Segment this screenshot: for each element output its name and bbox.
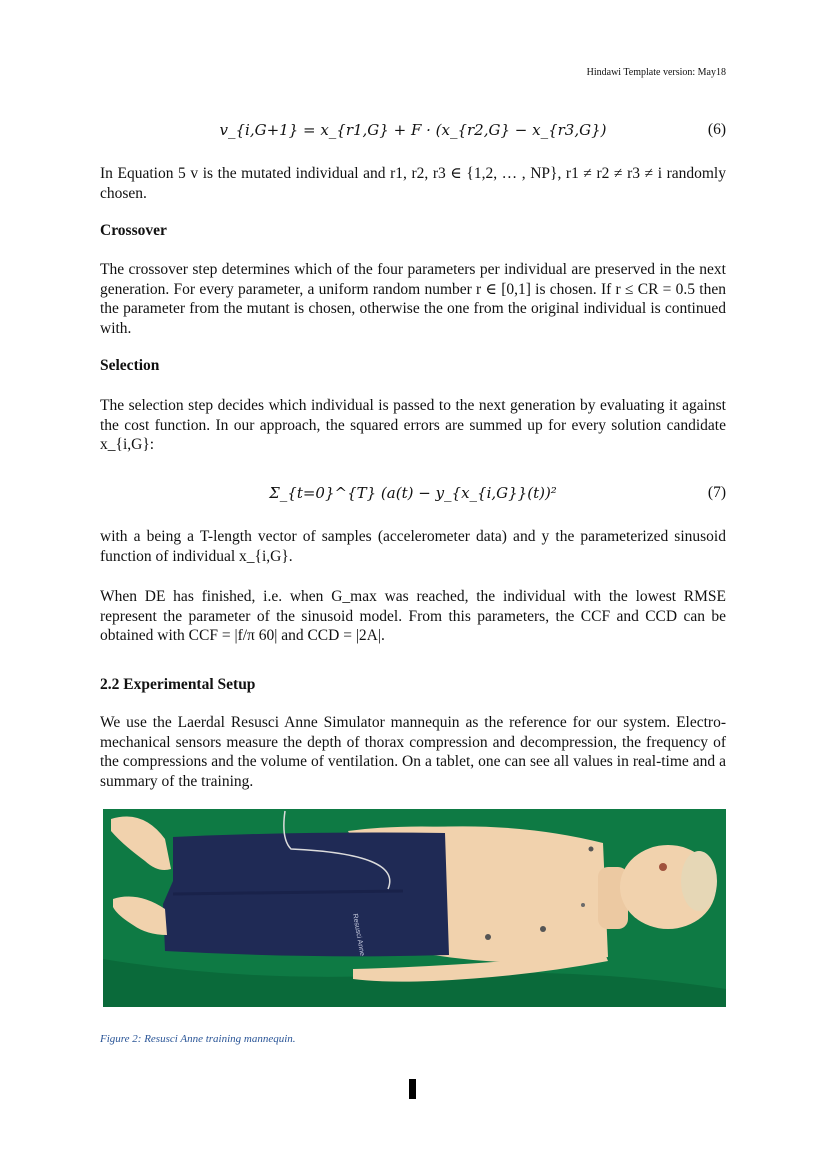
paragraph-selection: The selection step decides which individual is passed to the next generation by evaluating it against the cost function. In our approach, the squared errors are summed up for every solution candidate x_{i,G}: [100,397,726,453]
mannequin-photo [103,809,726,1007]
heading-experimental-setup: 2.2 Experimental Setup [100,676,256,693]
heading-selection: Selection [100,357,160,374]
chest-port [581,903,585,907]
hair [681,851,717,911]
mannequin-illustration [103,809,726,1007]
paragraph-with: with a being a T-length vector of samples (accelerometer data) and y the parameterized sinusoid function of individual x_{i,G}. [100,528,726,565]
chest-port [540,926,546,932]
equation-6-number: (6) [707,121,726,138]
page-marker [409,1079,416,1099]
chest-port [485,934,491,940]
chest-port [589,847,594,852]
mouth [659,863,667,871]
running-header: Hindawi Template version: May18 [586,67,726,78]
paragraph-de-finished: When DE has finished, i.e. when G_max was reached, the individual with the lowest RMSE represent the parameter of the sinusoid model. From this parameters, the CCF and CCD can be obtained with CCF = |f/π 60| and CCD = |2A|. [100,588,726,644]
figure-caption: Figure 2: Resusci Anne training mannequin. [100,1033,296,1045]
equation-7-number: (7) [707,484,726,501]
heading-crossover: Crossover [100,222,167,239]
pants-label: Resusci Anne [351,913,366,957]
paragraph-equation-5: In Equation 5 v is the mutated individual and r1, r2, r3 ∈ {1,2, … , NP}, r1 ≠ r2 ≠ r3 ≠ i randomly chosen. [100,165,726,202]
torso [433,826,608,962]
equation-6-text: v_{i,G+1} = x_{r1,G} + F · (x_{r2,G} − x_{r3,G}) [219,121,607,139]
equation-7-text: Σ_{t=0}^{T} (a(t) − y_{x_{i,G}}(t))² [269,484,557,502]
paragraph-crossover: The crossover step determines which of the four parameters per individual are preserved in the next generation. For every parameter, a uniform random number r ∈ [0,1] is chosen. If r ≤ CR = 0.5 then the parameter from the mutant is chosen, otherwise the one from the original individual is continued with. [100,261,726,337]
paragraph-experimental-setup: We use the Laerdal Resusci Anne Simulator mannequin as the reference for our system. Electro-mechanical sensors measure the depth of thorax compression and decompression, the frequency of the compressions and the volume of ventilation. On a tablet, one can see all values in real-time and a summary of the training. [100,714,726,790]
